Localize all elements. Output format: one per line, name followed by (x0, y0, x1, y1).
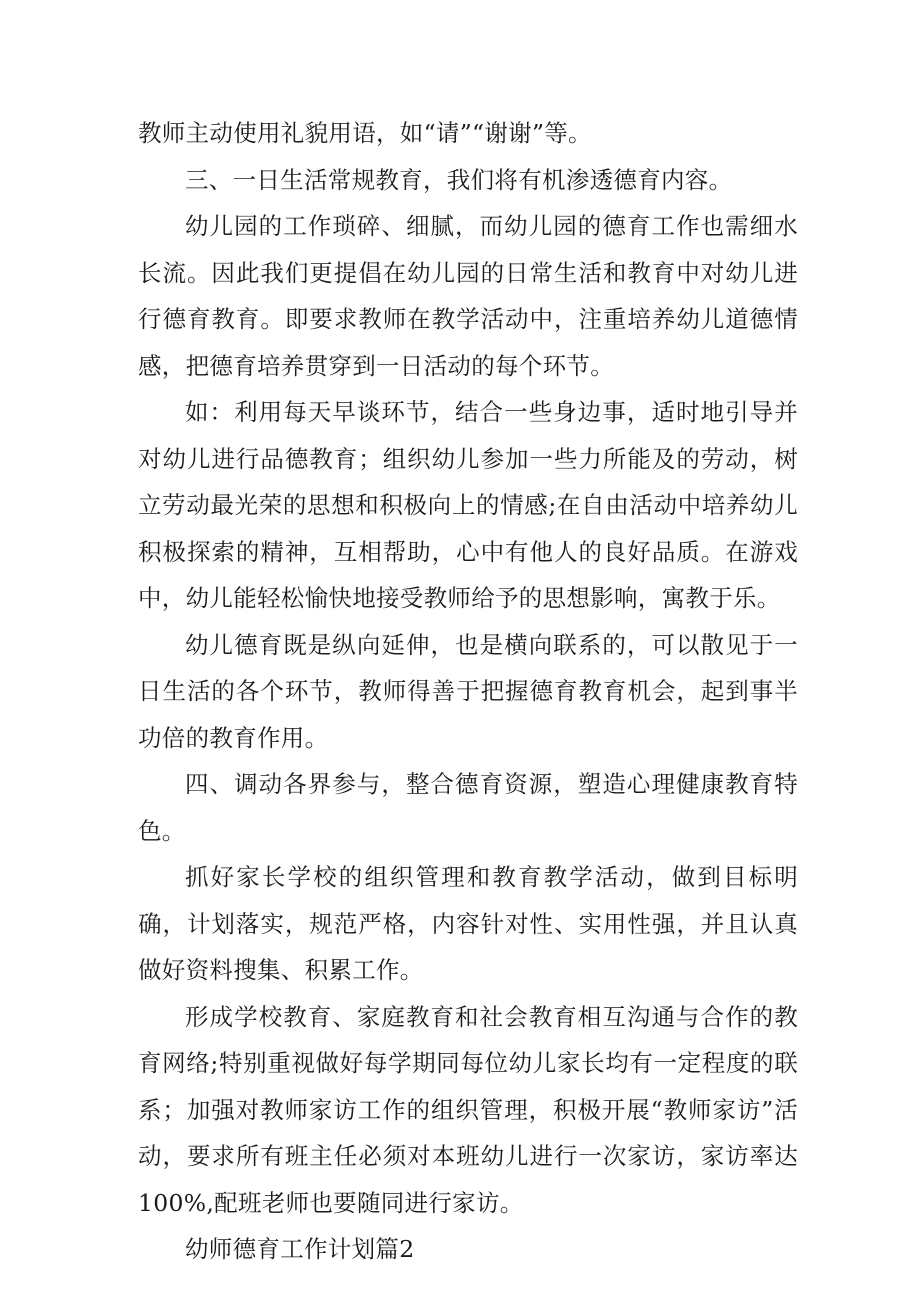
section-heading-resources: 四、调动各界参与，整合德育资源，塑造心理健康教育特色。 (138, 770, 798, 845)
paragraph-education-network: 形成学校教育、家庭教育和社会教育相互沟通与合作的教育网络;特别重视做好每学期同每位幼儿家长均有一定程度的联系；加强对教师家访工作的组织管理，积极开展“教师家访”活动，要求所有班主任必须对本班幼儿进行一次家访，家访率达100%,配班老师也要随同进行家访。 (138, 1002, 798, 1217)
article-title-part-2: 幼师德育工作计划篇2 (185, 1235, 415, 1263)
paragraph-courtesy-words: 教师主动使用礼貌用语，如“请”“谢谢”等。 (138, 119, 592, 147)
paragraph-vertical-horizontal: 幼儿德育既是纵向延伸，也是横向联系的，可以散见于一日生活的各个环节，教师得善于把握德育教育机会，起到事半功倍的教育作用。 (138, 630, 798, 752)
section-heading-daily-routine: 三、一日生活常规教育，我们将有机渗透德育内容。 (185, 165, 733, 194)
paragraph-daily-moral-education: 幼儿园的工作琐碎、细腻，而幼儿园的德育工作也需细水长流。因此我们更提倡在幼儿园的日常生活和教育中对幼儿进行德育教育。即要求教师在教学活动中，注重培养幼儿道德情感，把德育培养贯穿到一日活动的每个环节。 (138, 212, 798, 380)
paragraph-parent-school: 抓好家长学校的组织管理和教育教学活动，做到目标明确，计划落实，规范严格，内容针对性、实用性强，并且认真做好资料搜集、积累工作。 (138, 863, 798, 984)
paragraph-examples: 如：利用每天早谈环节，结合一些身边事，适时地引导并对幼儿进行品德教育；组织幼儿参加一些力所能及的劳动，树立劳动最光荣的思想和积极向上的情感;在自由活动中培养幼儿积极探索的精神，互相帮助，心中有他人的良好品质。在游戏中，幼儿能轻松愉快地接受教师给予的思想影响，寓教于乐。 (138, 398, 798, 612)
document-body (138, 110, 798, 1273)
